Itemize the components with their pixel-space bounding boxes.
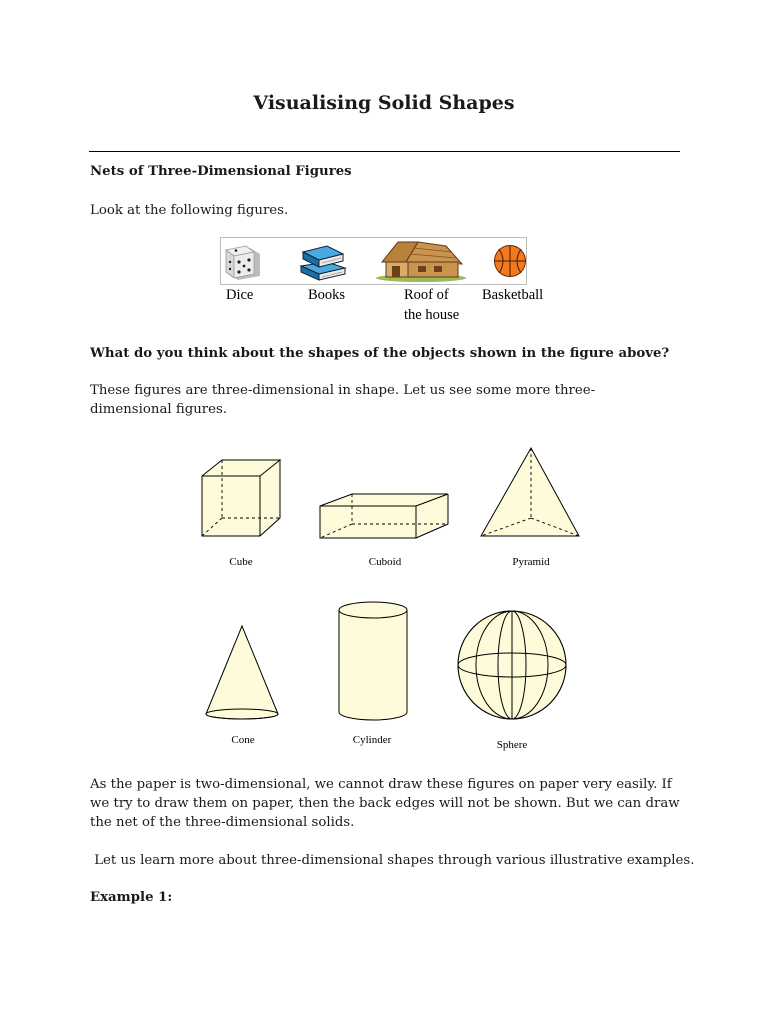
house-roof-icon <box>374 238 468 282</box>
paragraph-2: As the paper is two-dimensional, we cannot draw these figures on paper very easily. If we try to draw them on paper, then the back edges will not be shown. But we can draw the net of the three-dimensional solids. <box>90 777 680 830</box>
page-title: Visualising Solid Shapes <box>253 92 515 114</box>
pyramid-figure <box>479 446 583 540</box>
cube-figure <box>198 456 284 540</box>
cylinder-figure <box>336 600 410 724</box>
label-basketball: Basketball <box>482 287 544 303</box>
intro-text: Look at the following figures. <box>90 203 289 218</box>
label-cylinder: Cylinder <box>352 734 392 746</box>
basketball-icon <box>493 244 527 278</box>
sphere-figure <box>457 608 569 722</box>
paragraph-1: These figures are three-dimensional in shape. Let us see some more three-dimensional figures. <box>90 383 596 417</box>
label-sphere: Sphere <box>496 739 528 751</box>
section-heading: Nets of Three-Dimensional Figures <box>90 164 352 179</box>
books-icon <box>297 240 349 282</box>
label-pyramid: Pyramid <box>512 556 550 568</box>
example-heading: Example 1: <box>90 890 173 905</box>
dice-icon <box>222 242 264 282</box>
cone-figure <box>204 624 282 724</box>
label-roof-line2: the house <box>404 307 460 323</box>
question-text: What do you think about the shapes of the objects shown in the figure above? <box>90 346 670 361</box>
label-roof-line1: Roof of <box>404 287 449 303</box>
cuboid-figure <box>318 492 452 540</box>
label-books: Books <box>308 287 346 303</box>
label-cone: Cone <box>231 734 255 746</box>
paragraph-3: Let us learn more about three-dimensional shapes through various illustrative examples. <box>90 853 695 868</box>
label-cube: Cube <box>229 556 253 568</box>
title-divider <box>89 151 680 152</box>
label-dice: Dice <box>226 287 254 303</box>
label-cuboid: Cuboid <box>368 556 402 568</box>
